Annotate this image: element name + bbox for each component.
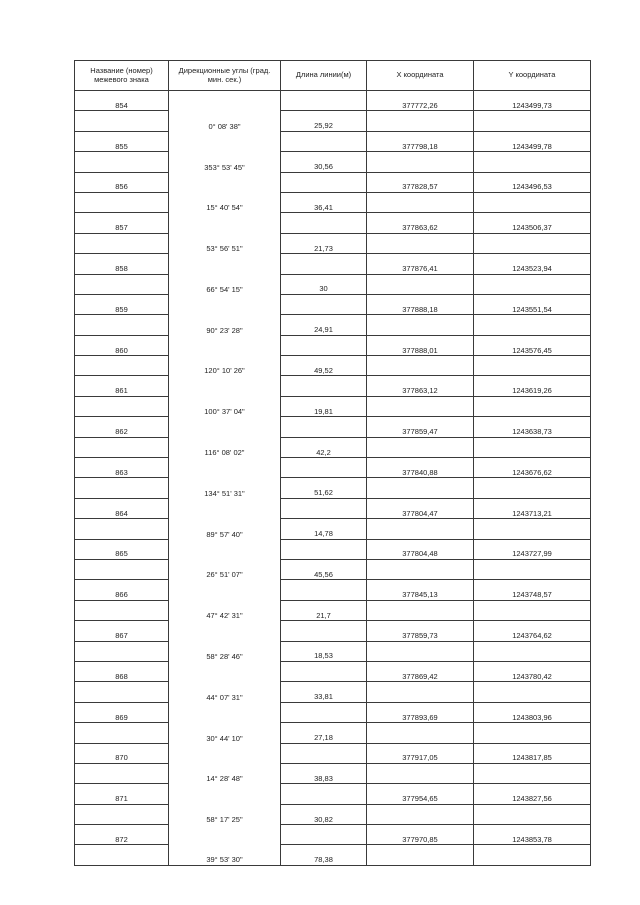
angle-cell-empty <box>169 294 281 314</box>
point-name: 864 <box>75 498 169 518</box>
x-coordinate: 377863,12 <box>367 376 474 396</box>
direction-angle: 100° 37' 04" <box>169 396 281 416</box>
length-cell-empty <box>281 172 367 192</box>
name-cell-empty <box>75 315 169 335</box>
name-cell-empty <box>75 356 169 376</box>
point-name: 854 <box>75 91 169 111</box>
angle-cell-empty <box>169 91 281 111</box>
length-cell-empty <box>281 458 367 478</box>
y-coordinate: 1243713,21 <box>474 498 591 518</box>
x-cell-empty <box>367 274 474 294</box>
x-cell-empty <box>367 356 474 376</box>
x-cell-empty <box>367 111 474 131</box>
line-length: 36,41 <box>281 192 367 212</box>
length-cell-empty <box>281 621 367 641</box>
name-cell-empty <box>75 478 169 498</box>
line-row <box>75 478 591 498</box>
name-cell-empty <box>75 437 169 457</box>
line-row <box>75 152 591 172</box>
y-coordinate: 1243619,26 <box>474 376 591 396</box>
point-name: 859 <box>75 294 169 314</box>
direction-angle: 47° 42' 31" <box>169 600 281 620</box>
y-coordinate: 1243499,73 <box>474 91 591 111</box>
direction-angle: 89° 57' 40" <box>169 519 281 539</box>
y-cell-empty <box>474 641 591 661</box>
x-cell-empty <box>367 478 474 498</box>
x-cell-empty <box>367 723 474 743</box>
x-cell-empty <box>367 233 474 253</box>
header-row <box>75 61 591 91</box>
direction-angle: 58° 17' 25" <box>169 804 281 824</box>
point-name: 855 <box>75 131 169 151</box>
x-cell-empty <box>367 804 474 824</box>
length-cell-empty <box>281 131 367 151</box>
point-row <box>75 294 591 314</box>
point-row <box>75 213 591 233</box>
line-row <box>75 274 591 294</box>
name-cell-empty <box>75 559 169 579</box>
angle-cell-empty <box>169 335 281 355</box>
point-row <box>75 743 591 763</box>
direction-angle: 53° 56' 51" <box>169 233 281 253</box>
y-coordinate: 1243638,73 <box>474 417 591 437</box>
x-coordinate: 377840,88 <box>367 458 474 478</box>
point-row <box>75 131 591 151</box>
length-cell-empty <box>281 213 367 233</box>
line-length: 24,91 <box>281 315 367 335</box>
point-name: 871 <box>75 784 169 804</box>
x-coordinate: 377893,69 <box>367 702 474 722</box>
x-cell-empty <box>367 641 474 661</box>
x-coordinate: 377863,62 <box>367 213 474 233</box>
angle-cell-empty <box>169 376 281 396</box>
x-coordinate: 377876,41 <box>367 254 474 274</box>
angle-cell-empty <box>169 580 281 600</box>
name-cell-empty <box>75 192 169 212</box>
length-cell-empty <box>281 376 367 396</box>
x-coordinate: 377859,73 <box>367 621 474 641</box>
y-coordinate: 1243576,45 <box>474 335 591 355</box>
x-cell-empty <box>367 519 474 539</box>
line-length: 30,56 <box>281 152 367 172</box>
table-body <box>75 91 591 866</box>
point-name: 869 <box>75 702 169 722</box>
line-row <box>75 356 591 376</box>
direction-angle: 0° 08' 38" <box>169 111 281 131</box>
header-angles: Дирекционные углы (град. мин. сек.) <box>169 61 281 91</box>
y-cell-empty <box>474 274 591 294</box>
line-length: 42,2 <box>281 437 367 457</box>
point-row <box>75 621 591 641</box>
angle-cell-empty <box>169 458 281 478</box>
direction-angle: 44° 07' 31" <box>169 682 281 702</box>
length-cell-empty <box>281 661 367 681</box>
boundary-coordinates-table <box>74 60 591 866</box>
line-length: 19,81 <box>281 396 367 416</box>
length-cell-empty <box>281 91 367 111</box>
name-cell-empty <box>75 723 169 743</box>
point-row <box>75 702 591 722</box>
name-cell-empty <box>75 152 169 172</box>
y-cell-empty <box>474 437 591 457</box>
x-coordinate: 377970,85 <box>367 825 474 845</box>
angle-cell-empty <box>169 131 281 151</box>
direction-angle: 116° 08' 02" <box>169 437 281 457</box>
x-cell-empty <box>367 682 474 702</box>
y-coordinate: 1243827,56 <box>474 784 591 804</box>
x-cell-empty <box>367 315 474 335</box>
line-length: 51,62 <box>281 478 367 498</box>
line-length: 30,82 <box>281 804 367 824</box>
header-length: Длина линии(м) <box>281 61 367 91</box>
point-name: 865 <box>75 539 169 559</box>
point-row <box>75 172 591 192</box>
name-cell-empty <box>75 233 169 253</box>
y-cell-empty <box>474 233 591 253</box>
x-cell-empty <box>367 192 474 212</box>
angle-cell-empty <box>169 172 281 192</box>
angle-cell-empty <box>169 825 281 845</box>
y-cell-empty <box>474 804 591 824</box>
line-row <box>75 315 591 335</box>
y-cell-empty <box>474 845 591 865</box>
y-cell-empty <box>474 559 591 579</box>
x-coordinate: 377798,18 <box>367 131 474 151</box>
y-cell-empty <box>474 519 591 539</box>
length-cell-empty <box>281 254 367 274</box>
line-length: 25,92 <box>281 111 367 131</box>
point-name: 861 <box>75 376 169 396</box>
x-cell-empty <box>367 559 474 579</box>
point-row <box>75 498 591 518</box>
y-coordinate: 1243748,57 <box>474 580 591 600</box>
x-coordinate: 377845,13 <box>367 580 474 600</box>
name-cell-empty <box>75 274 169 294</box>
point-row <box>75 580 591 600</box>
direction-angle: 30° 44' 10" <box>169 723 281 743</box>
angle-cell-empty <box>169 621 281 641</box>
line-length: 38,83 <box>281 763 367 783</box>
line-length: 14,78 <box>281 519 367 539</box>
x-cell-empty <box>367 600 474 620</box>
point-row <box>75 91 591 111</box>
direction-angle: 120° 10' 26" <box>169 356 281 376</box>
y-cell-empty <box>474 111 591 131</box>
length-cell-empty <box>281 784 367 804</box>
y-coordinate: 1243803,96 <box>474 702 591 722</box>
direction-angle: 26° 51' 07" <box>169 559 281 579</box>
line-row <box>75 641 591 661</box>
line-length: 30 <box>281 274 367 294</box>
direction-angle: 14° 28' 48" <box>169 763 281 783</box>
length-cell-empty <box>281 702 367 722</box>
angle-cell-empty <box>169 417 281 437</box>
angle-cell-empty <box>169 661 281 681</box>
line-row <box>75 396 591 416</box>
line-row <box>75 111 591 131</box>
line-row <box>75 845 591 865</box>
point-row <box>75 539 591 559</box>
x-cell-empty <box>367 152 474 172</box>
line-row <box>75 559 591 579</box>
line-length: 18,53 <box>281 641 367 661</box>
line-length: 27,18 <box>281 723 367 743</box>
y-cell-empty <box>474 152 591 172</box>
y-coordinate: 1243499,78 <box>474 131 591 151</box>
direction-angle: 353° 53' 45" <box>169 152 281 172</box>
name-cell-empty <box>75 682 169 702</box>
y-coordinate: 1243853,78 <box>474 825 591 845</box>
line-row <box>75 763 591 783</box>
point-name: 862 <box>75 417 169 437</box>
y-cell-empty <box>474 192 591 212</box>
y-coordinate: 1243780,42 <box>474 661 591 681</box>
point-row <box>75 335 591 355</box>
point-row <box>75 825 591 845</box>
x-coordinate: 377888,01 <box>367 335 474 355</box>
y-coordinate: 1243551,54 <box>474 294 591 314</box>
line-row <box>75 600 591 620</box>
point-name: 856 <box>75 172 169 192</box>
angle-cell-empty <box>169 743 281 763</box>
length-cell-empty <box>281 335 367 355</box>
length-cell-empty <box>281 825 367 845</box>
y-cell-empty <box>474 396 591 416</box>
x-coordinate: 377888,18 <box>367 294 474 314</box>
line-row <box>75 233 591 253</box>
point-name: 867 <box>75 621 169 641</box>
name-cell-empty <box>75 641 169 661</box>
direction-angle: 58° 28' 46" <box>169 641 281 661</box>
x-coordinate: 377954,65 <box>367 784 474 804</box>
point-row <box>75 784 591 804</box>
line-row <box>75 192 591 212</box>
line-row <box>75 682 591 702</box>
length-cell-empty <box>281 294 367 314</box>
direction-angle: 134° 51' 31" <box>169 478 281 498</box>
point-name: 866 <box>75 580 169 600</box>
y-cell-empty <box>474 600 591 620</box>
length-cell-empty <box>281 498 367 518</box>
name-cell-empty <box>75 804 169 824</box>
y-coordinate: 1243727,99 <box>474 539 591 559</box>
angle-cell-empty <box>169 498 281 518</box>
angle-cell-empty <box>169 784 281 804</box>
line-length: 78,38 <box>281 845 367 865</box>
point-row <box>75 254 591 274</box>
x-coordinate: 377804,48 <box>367 539 474 559</box>
x-cell-empty <box>367 763 474 783</box>
length-cell-empty <box>281 580 367 600</box>
header-name: Название (номер) межевого знака <box>75 61 169 91</box>
x-coordinate: 377859,47 <box>367 417 474 437</box>
point-name: 868 <box>75 661 169 681</box>
length-cell-empty <box>281 539 367 559</box>
y-cell-empty <box>474 315 591 335</box>
x-cell-empty <box>367 437 474 457</box>
x-cell-empty <box>367 396 474 416</box>
line-length: 21,7 <box>281 600 367 620</box>
y-coordinate: 1243496,53 <box>474 172 591 192</box>
y-cell-empty <box>474 723 591 743</box>
point-name: 857 <box>75 213 169 233</box>
line-row <box>75 519 591 539</box>
x-coordinate: 377804,47 <box>367 498 474 518</box>
direction-angle: 90° 23' 28" <box>169 315 281 335</box>
y-coordinate: 1243676,62 <box>474 458 591 478</box>
point-row <box>75 376 591 396</box>
name-cell-empty <box>75 763 169 783</box>
line-length: 33,81 <box>281 682 367 702</box>
direction-angle: 66° 54' 15" <box>169 274 281 294</box>
length-cell-empty <box>281 743 367 763</box>
y-cell-empty <box>474 763 591 783</box>
name-cell-empty <box>75 111 169 131</box>
y-cell-empty <box>474 478 591 498</box>
x-coordinate: 377917,05 <box>367 743 474 763</box>
direction-angle: 15° 40' 54" <box>169 192 281 212</box>
point-name: 860 <box>75 335 169 355</box>
angle-cell-empty <box>169 254 281 274</box>
y-coordinate: 1243523,94 <box>474 254 591 274</box>
name-cell-empty <box>75 600 169 620</box>
header-x: X координата <box>367 61 474 91</box>
x-coordinate: 377869,42 <box>367 661 474 681</box>
point-name: 858 <box>75 254 169 274</box>
line-length: 45,56 <box>281 559 367 579</box>
name-cell-empty <box>75 396 169 416</box>
angle-cell-empty <box>169 539 281 559</box>
point-row <box>75 417 591 437</box>
length-cell-empty <box>281 417 367 437</box>
y-coordinate: 1243817,85 <box>474 743 591 763</box>
direction-angle: 39° 53' 30" <box>169 845 281 865</box>
y-cell-empty <box>474 356 591 376</box>
name-cell-empty <box>75 845 169 865</box>
x-coordinate: 377772,26 <box>367 91 474 111</box>
y-cell-empty <box>474 682 591 702</box>
point-name: 863 <box>75 458 169 478</box>
name-cell-empty <box>75 519 169 539</box>
line-row <box>75 723 591 743</box>
line-length: 21,73 <box>281 233 367 253</box>
y-coordinate: 1243764,62 <box>474 621 591 641</box>
line-row <box>75 437 591 457</box>
line-row <box>75 804 591 824</box>
y-coordinate: 1243506,37 <box>474 213 591 233</box>
point-name: 872 <box>75 825 169 845</box>
header-y: Y координата <box>474 61 591 91</box>
angle-cell-empty <box>169 702 281 722</box>
angle-cell-empty <box>169 213 281 233</box>
line-length: 49,52 <box>281 356 367 376</box>
x-cell-empty <box>367 845 474 865</box>
x-coordinate: 377828,57 <box>367 172 474 192</box>
point-row <box>75 458 591 478</box>
point-row <box>75 661 591 681</box>
point-name: 870 <box>75 743 169 763</box>
